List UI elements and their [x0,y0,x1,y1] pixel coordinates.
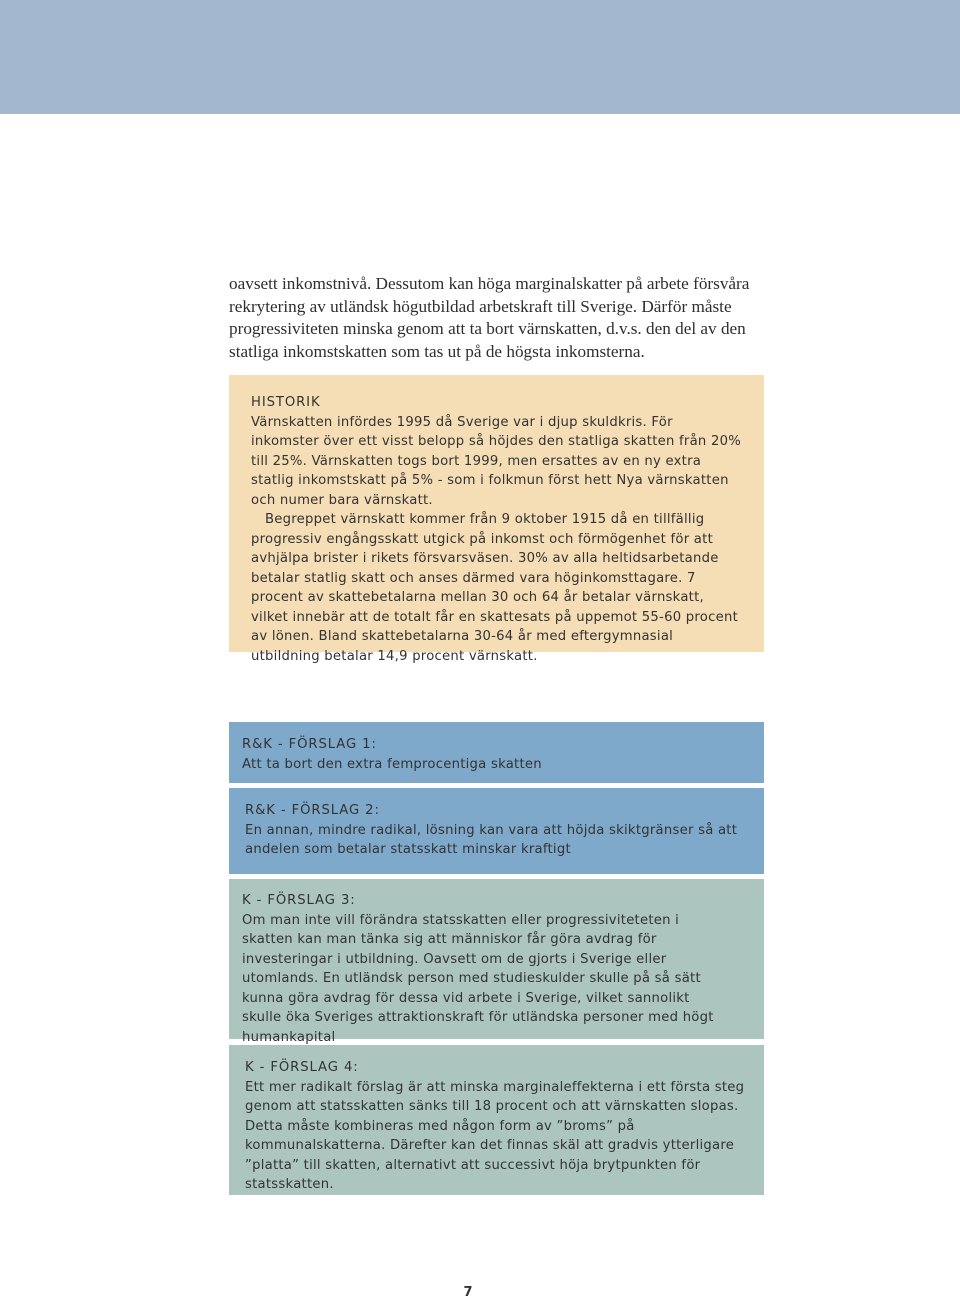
historik-title: HISTORIK [251,395,321,410]
historik-box [229,375,764,664]
proposal-3-text: Om man inte vill förändra statsskatten eller progressiviteteten i skatten kan man tänka sig att människor får göra avdrag för investeringar i utbildning. Oavsett om de gjorts i Sverige eller utomlands. En utländsk person med studieskulder skulle på så sätt kunna göra avdrag för dessa vid arbete i Sverige, vilket sannolikt skulle öka Sveriges attraktionskraft för utländska personer med högt humankapital [242,912,714,1045]
proposal-1-box [229,722,764,783]
proposal-1-text: Att ta bort den extra femprocentiga skatten [242,756,542,772]
proposal-2-title: R&K - FÖRSLAG 2: [245,803,380,818]
proposal-4-text: Ett mer radikalt förslag är att minska marginaleffekterna i ett första steg genom att statsskatten sänks till 18 procent och att värnskatten slopas. Detta måste kombineras med någon form av ”broms” på kommunalskatterna. Därefter kan det finnas skäl att gradvis ytterligare ”platta” till skatten, alternativt att successivt höja brytpunkten för statsskatten. [245,1079,745,1192]
proposal-1-title: R&K - FÖRSLAG 1: [242,737,377,752]
proposal-4-box [229,1045,764,1195]
historik-paragraph-1: Värnskatten infördes 1995 då Sverige var i djup skuldkris. För inkomster över ett visst belopp så höjdes den statliga skatten från 20% till 25%. Värnskatten togs bort 1999, men ersattes av en ny extra statlig inkomstskatt på 5% - som i folkmun först hett Nya värnskatten och numer bara värnskatt. [251,414,742,508]
page-number: 7 [463,1285,473,1300]
proposal-4-title: K - FÖRSLAG 4: [245,1060,359,1075]
top-color-band [0,0,960,114]
proposal-3-box [229,879,764,1045]
proposal-2-text: En annan, mindre radikal, lösning kan vara att höjda skiktgränser så att andelen som betalar statsskatt minskar kraftigt [245,822,738,857]
intro-paragraph: oavsett inkomstnivå. Dessutom kan höga marginalskatter på arbete försvåra rekrytering av utländsk högutbildad arbetskraft till Sverige. Därför måste progressiviteten minska genom att ta bort värnskatten, d.v.s. den del av den statliga inkomstskatten som tas ut på de högsta inkomsterna. [229,274,750,361]
proposal-2-box [229,788,764,874]
historik-paragraph-2: Begreppet värnskatt kommer från 9 oktober 1915 då en tillfällig progressiv engångsskatt utgick på inkomst och förmögenhet för att avhjälpa brister i rikets försvarsväsen. 30% av alla heltidsarbetande betalar statlig skatt och anses därmed vara höginkomsttagare. 7 procent av skattebetalarna mellan 30 och 64 år betalar värnskatt, vilket innebär att de totalt får en skattesats på uppemot 55-60 procent av lönen. Bland skattebetalarna 30-64 år med eftergymnasial utbildning betalar 14,9 procent värnskatt. [251,512,738,664]
proposal-3-title: K - FÖRSLAG 3: [242,893,356,908]
